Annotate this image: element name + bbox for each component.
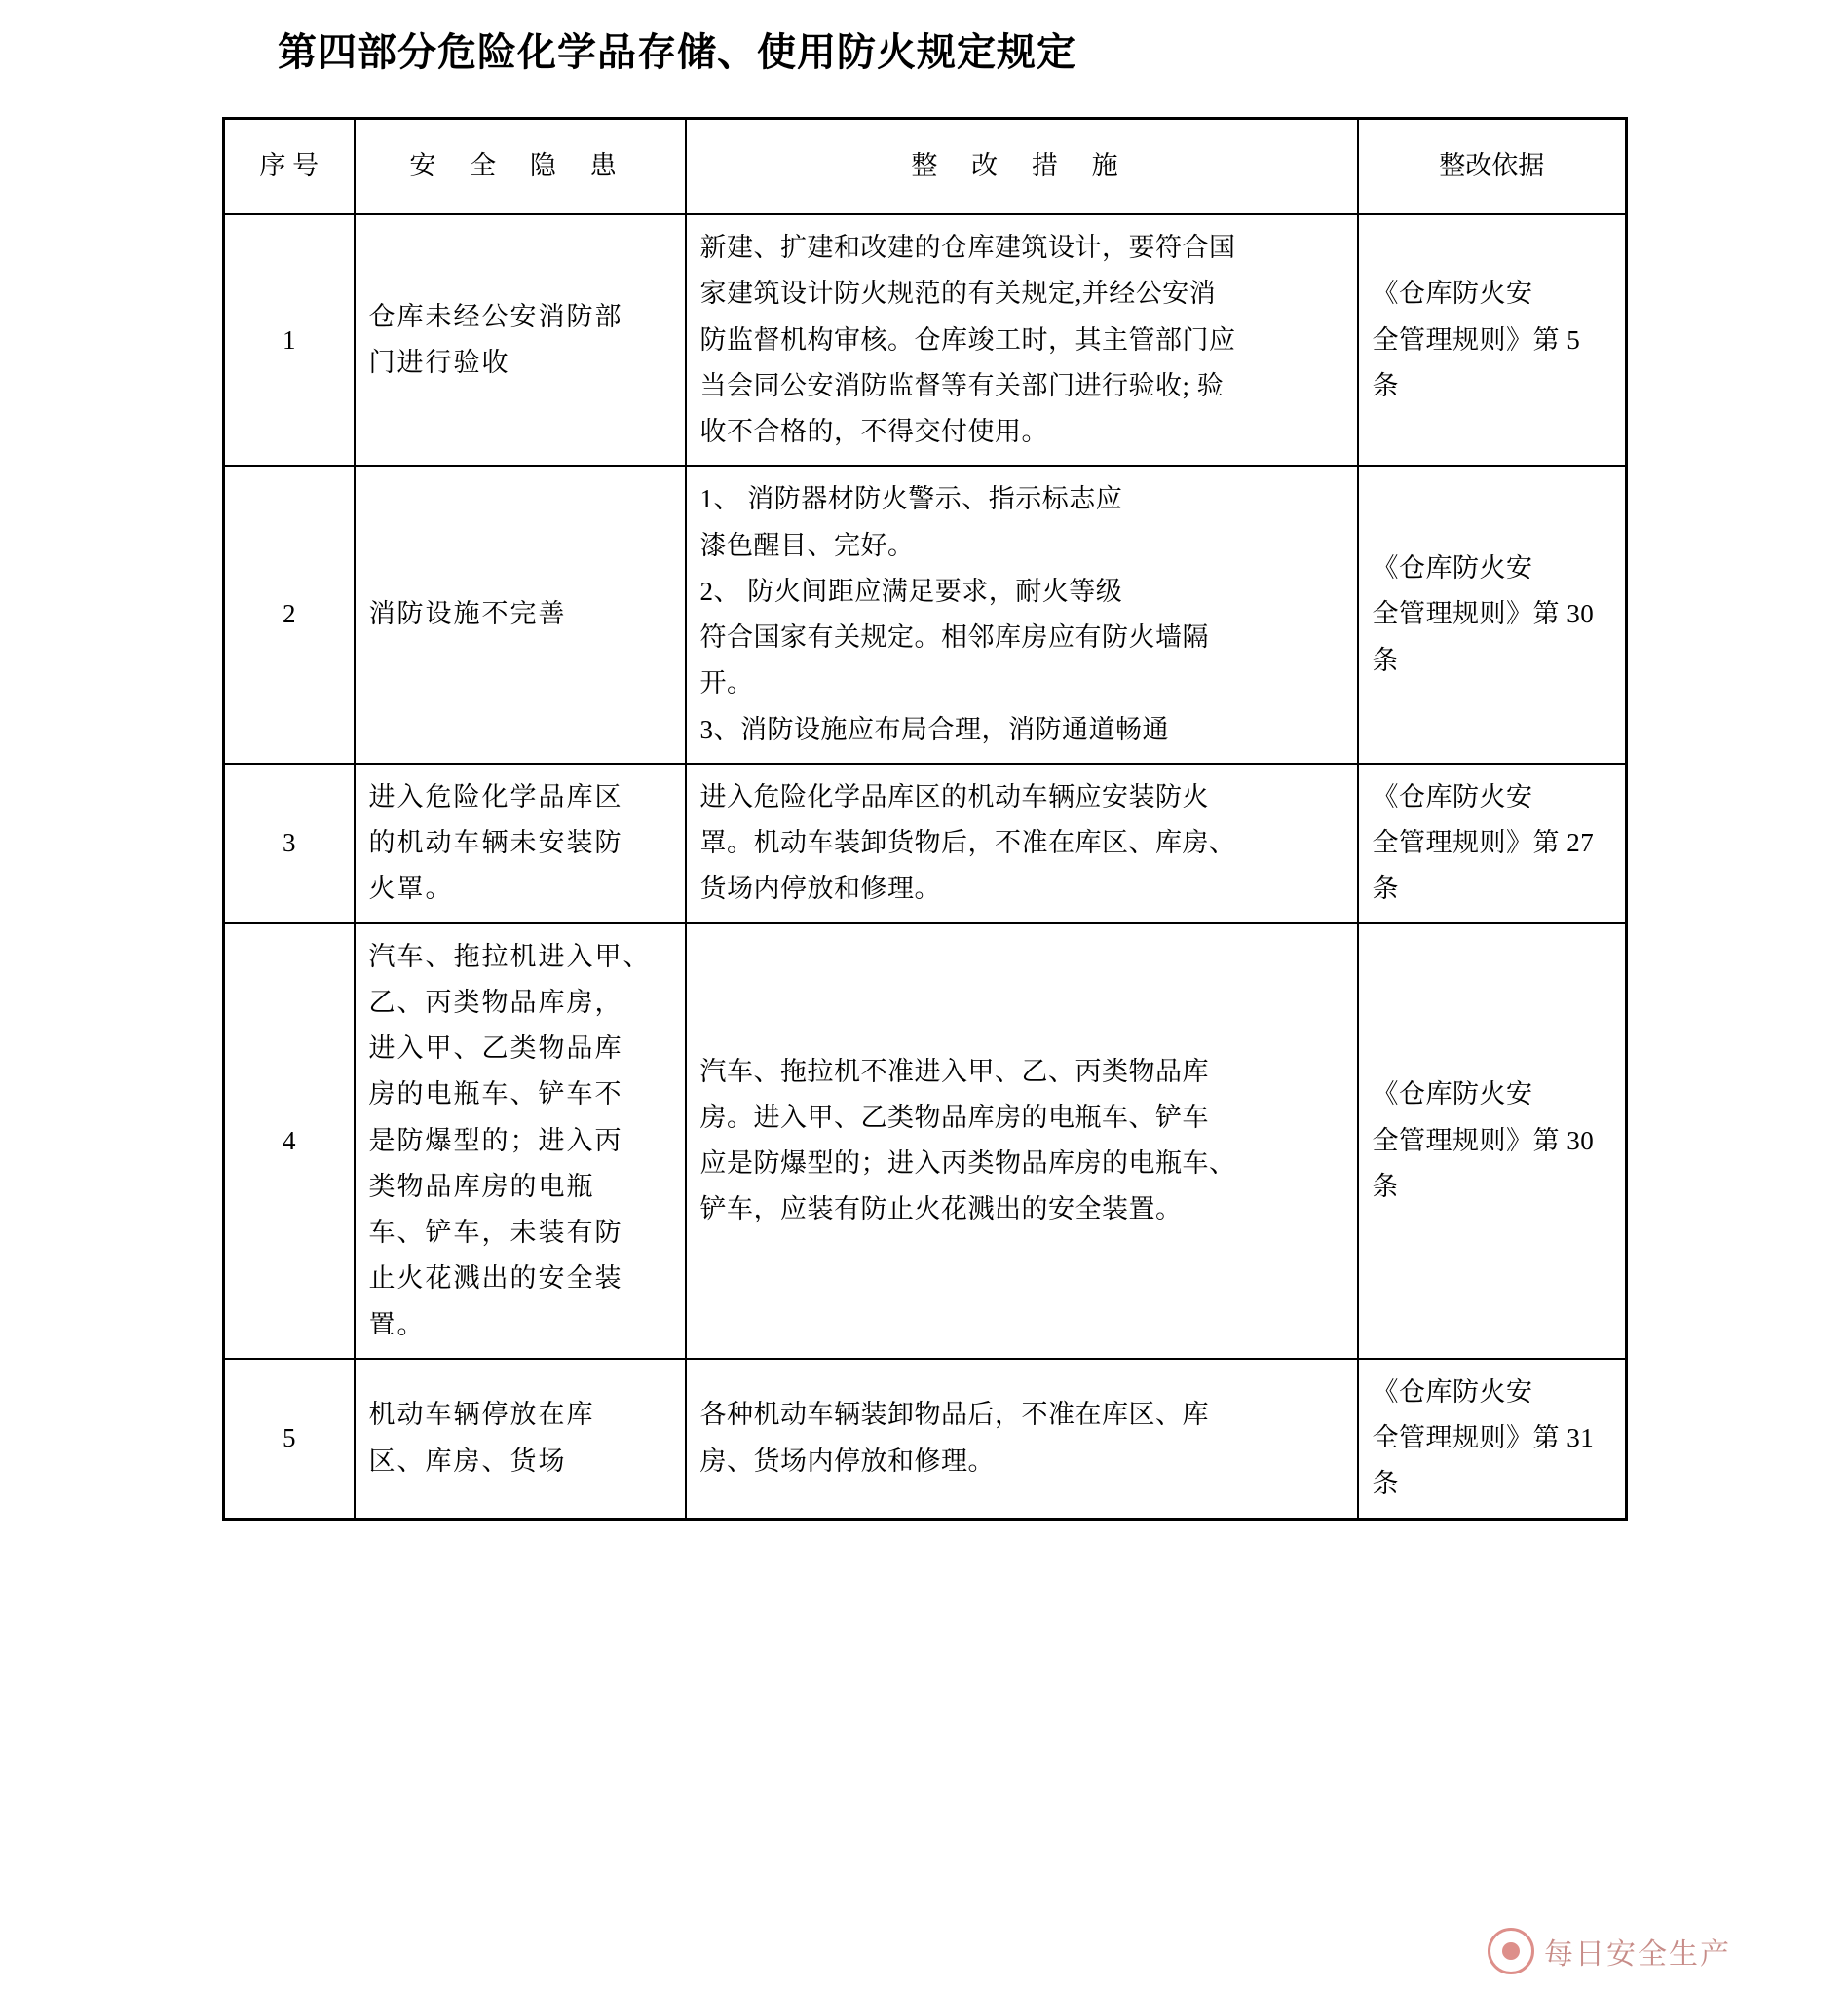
- watermark: [1488, 1928, 1731, 1974]
- table-row: [224, 764, 1627, 923]
- hazard-cell: 机动车辆停放在库 区、库房、货场: [355, 1359, 686, 1519]
- column-header-no: 序 号: [224, 119, 355, 215]
- basis-cell: 《仓库防火安 全管理规则》第 30 条: [1358, 466, 1627, 764]
- measure-cell: 汽车、拖拉机不准进入甲、乙、丙类物品库 房。进入甲、乙类物品库房的电瓶车、铲车 应是防爆型的；进入丙类物品库房的电瓶车、 铲车，应装有防止火花溅出的安全装置。: [686, 923, 1358, 1359]
- hazard-cell: 汽车、拖拉机进入甲、 乙、丙类物品库房， 进入甲、乙类物品库 房的电瓶车、铲车不 是防爆型的；进入丙 类物品库房的电瓶 车、铲车，未装有防 止火花溅出的安全装 置。: [355, 923, 686, 1359]
- hazard-cell: 仓库未经公安消防部 门进行验收: [355, 214, 686, 466]
- table-header-row: [224, 119, 1627, 215]
- hazard-cell: 消防设施不完善: [355, 466, 686, 764]
- measure-cell: 1、 消防器材防火警示、指示标志应 漆色醒目、完好。 2、 防火间距应满足要求，耐火等级 符合国家有关规定。相邻库房应有防火墙隔 开。 3、消防设施应布局合理，消防通道畅通: [686, 466, 1358, 764]
- row-number: 4: [224, 923, 355, 1359]
- watermark-logo-icon: [1488, 1928, 1534, 1974]
- hazard-cell: 进入危险化学品库区 的机动车辆未安装防 火罩。: [355, 764, 686, 923]
- measure-cell: 进入危险化学品库区的机动车辆应安装防火 罩。机动车装卸货物后，不准在库区、库房、 货场内停放和修理。: [686, 764, 1358, 923]
- table-row: [224, 923, 1627, 1359]
- column-header-hazard: 安 全 隐 患: [355, 119, 686, 215]
- table-row: [224, 214, 1627, 466]
- row-number: 2: [224, 466, 355, 764]
- page-title: 第四部分危险化学品存储、使用防火规定规定: [278, 31, 1076, 74]
- basis-cell: 《仓库防火安 全管理规则》第 5 条: [1358, 214, 1627, 466]
- table-row: [224, 1359, 1627, 1519]
- column-header-measure: 整 改 措 施: [686, 119, 1358, 215]
- row-number: 5: [224, 1359, 355, 1519]
- watermark-label: 每日安全生产: [1544, 1938, 1731, 1971]
- basis-cell: 《仓库防火安 全管理规则》第 31 条: [1358, 1359, 1627, 1519]
- row-number: 1: [224, 214, 355, 466]
- basis-cell: 《仓库防火安 全管理规则》第 30 条: [1358, 923, 1627, 1359]
- measure-cell: 各种机动车辆装卸物品后，不准在库区、库 房、货场内停放和修理。: [686, 1359, 1358, 1519]
- column-header-basis: 整改依据: [1358, 119, 1627, 215]
- table-row: [224, 466, 1627, 764]
- row-number: 3: [224, 764, 355, 923]
- basis-cell: 《仓库防火安 全管理规则》第 27 条: [1358, 764, 1627, 923]
- fire-safety-regulation-table: [222, 117, 1628, 1521]
- measure-cell: 新建、扩建和改建的仓库建筑设计，要符合国 家建筑设计防火规范的有关规定,并经公安消 防监督机构审核。仓库竣工时，其主管部门应 当会同公安消防监督等有关部门进行验收; 验 收不合格的，不得交付使用。: [686, 214, 1358, 466]
